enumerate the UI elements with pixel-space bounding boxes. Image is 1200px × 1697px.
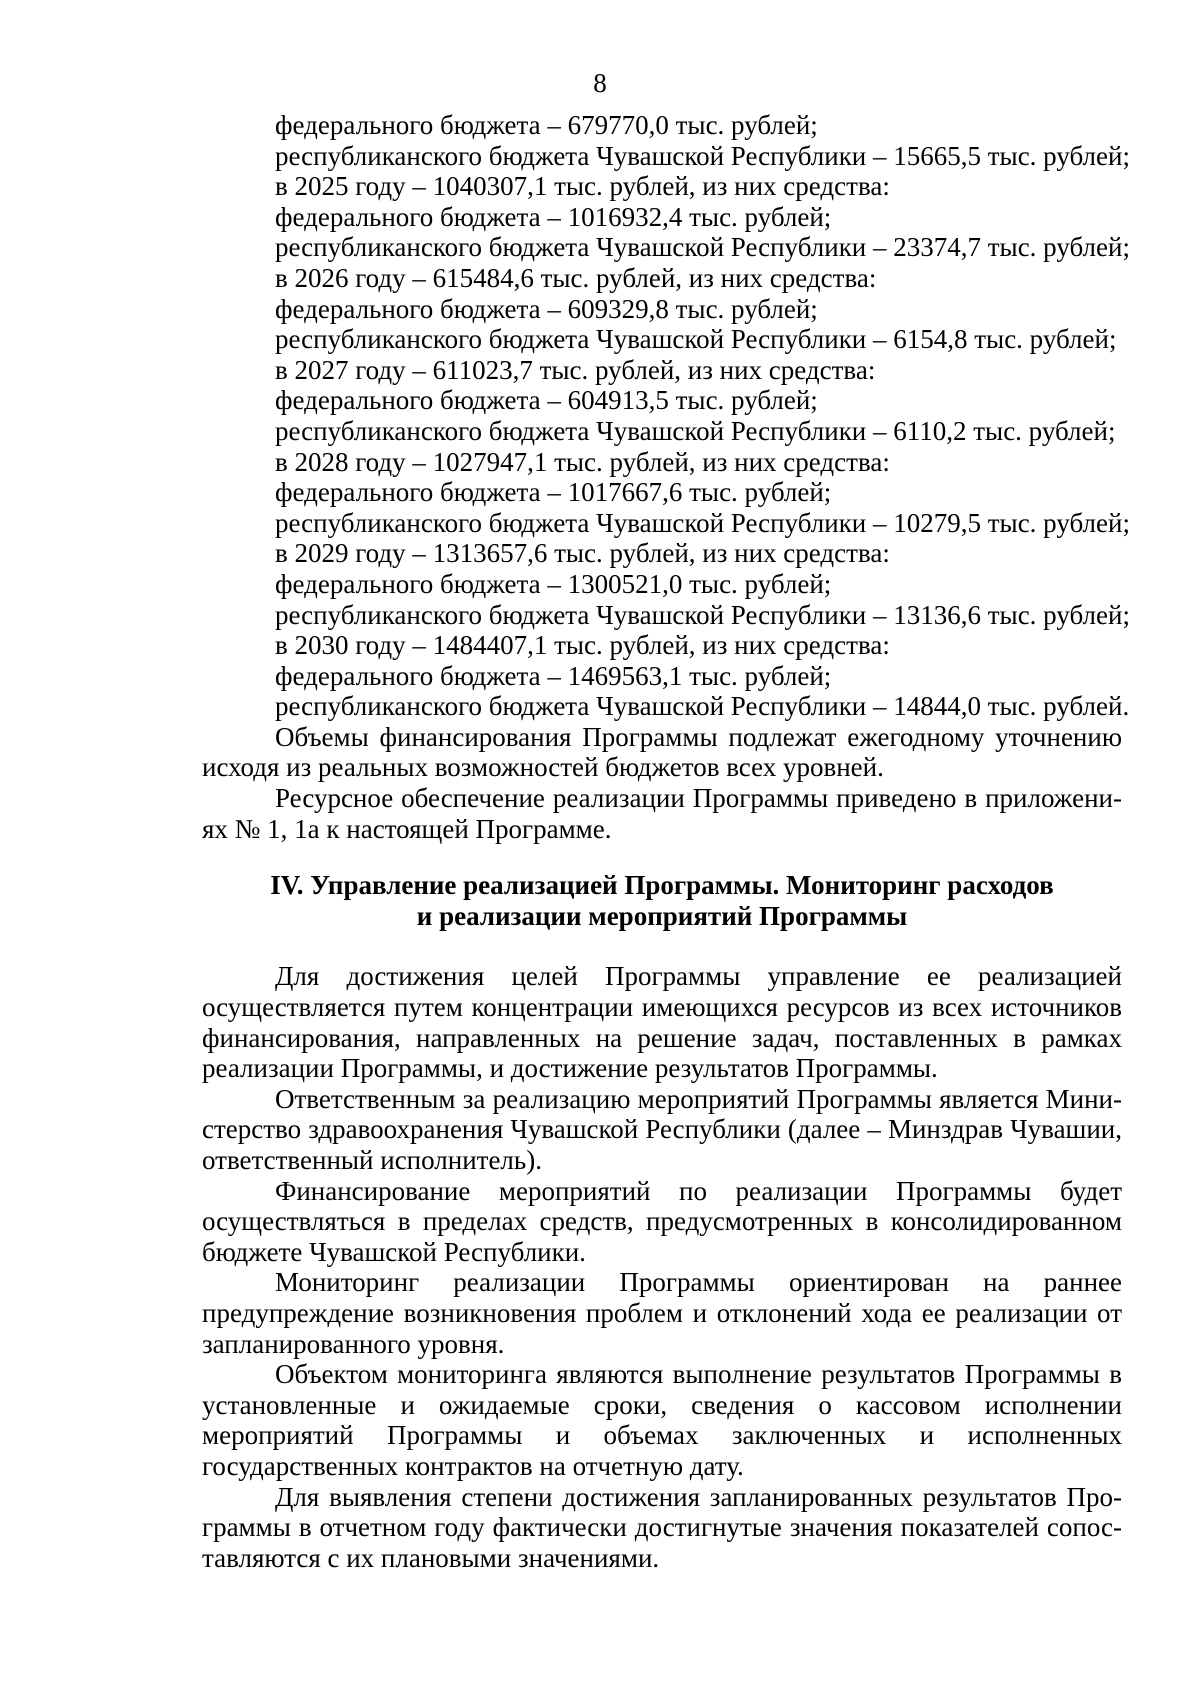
funding-line: в 2027 году – 611023,7 тыс. рублей, из них средства: <box>275 354 876 385</box>
funding-line: республиканского бюджета Чувашской Республики – 13136,6 тыс. рублей; <box>275 599 1130 630</box>
funding-line: федерального бюджета – 604913,5 тыс. рублей; <box>275 385 818 416</box>
paragraph-monitoring: Мониторинг реализации Программы ориентирован на раннее предупреждение возникновения проблем и отклонений хода ее реализации от запланированного уровня. <box>202 1267 1122 1359</box>
funding-line: федерального бюджета – 1017667,6 тыс. рублей; <box>275 477 832 508</box>
funding-line: в 2026 году – 615484,6 тыс. рублей, из них средства: <box>275 262 877 293</box>
paragraph-monitoring-object: Объектом мониторинга являются выполнение результатов Программы в установленные и ожидаемые сроки, сведения о кассовом исполнении мероприятий Программы и объемах заключенных и исполненных государственных контрактов на отчетную дату. <box>202 1359 1122 1481</box>
funding-breakdown <box>202 110 1130 722</box>
funding-line: республиканского бюджета Чувашской Республики – 10279,5 тыс. рублей; <box>275 507 1130 538</box>
section-heading-line: IV. Управление реализацией Программы. Мониторинг расходов <box>270 870 1054 901</box>
paragraph-management: Для достижения целей Программы управление ее реализацией осуществляется путем концентрации имеющихся ресурсов из всех источников финансирования, направленных на решение задач, поставленных в рамках реализации Программы, и достижение результатов Программы. <box>202 961 1122 1084</box>
paragraph-resource-provision: Ресурсное обеспечение реализации Программы приведено в приложениях № 1, 1а к настоящей Программе. <box>202 783 1122 844</box>
funding-line: в 2030 году – 1484407,1 тыс. рублей, из них средства: <box>275 630 890 661</box>
section-heading-line: и реализации мероприятий Программы <box>416 900 908 931</box>
page-number: 8 <box>593 68 607 98</box>
funding-line: федерального бюджета – 679770,0 тыс. рублей; <box>275 110 818 140</box>
paragraph-results-assessment: Для выявления степени достижения запланированных результатов Программы в отчетном году фактически достигнутые значения показателей сопоставляются с их плановыми значениями. <box>202 1481 1122 1573</box>
funding-line: республиканского бюджета Чувашской Республики – 6110,2 тыс. рублей; <box>275 415 1116 446</box>
paragraph-financing: Финансирование мероприятий по реализации Программы будет осуществляться в пределах средств, предусмотренных в консолидированном бюджете Чувашской Республики. <box>202 1175 1122 1267</box>
paragraph-responsible: Ответственным за реализацию мероприятий Программы является Министерство здравоохранения Чувашской Республики (далее – Минздрав Чувашии, ответственный исполнитель). <box>202 1083 1122 1175</box>
funding-line: федерального бюджета – 1300521,0 тыс. рублей; <box>275 568 832 599</box>
funding-line: в 2025 году – 1040307,1 тыс. рублей, из них средства: <box>275 171 890 202</box>
funding-line: республиканского бюджета Чувашской Республики – 14844,0 тыс. рублей. <box>275 691 1130 722</box>
document-body <box>202 110 1130 1573</box>
section-heading <box>202 870 1122 931</box>
funding-line: федерального бюджета – 1016932,4 тыс. рублей; <box>275 201 832 232</box>
funding-line: республиканского бюджета Чувашской Республики – 6154,8 тыс. рублей; <box>275 324 1117 355</box>
funding-line: в 2028 году – 1027947,1 тыс. рублей, из них средства: <box>275 446 890 477</box>
paragraph-funding-adjustment: Объемы финансирования Программы подлежат ежегодному уточнению исходя из реальных возможностей бюджетов всех уровней. <box>202 721 1122 783</box>
funding-line: федерального бюджета – 1469563,1 тыс. рублей; <box>275 660 832 691</box>
funding-line: республиканского бюджета Чувашской Республики – 15665,5 тыс. рублей; <box>275 140 1130 171</box>
funding-line: республиканского бюджета Чувашской Республики – 23374,7 тыс. рублей; <box>275 232 1130 263</box>
funding-line: федерального бюджета – 609329,8 тыс. рублей; <box>275 293 818 324</box>
funding-line: в 2029 году – 1313657,6 тыс. рублей, из них средства: <box>275 538 890 569</box>
